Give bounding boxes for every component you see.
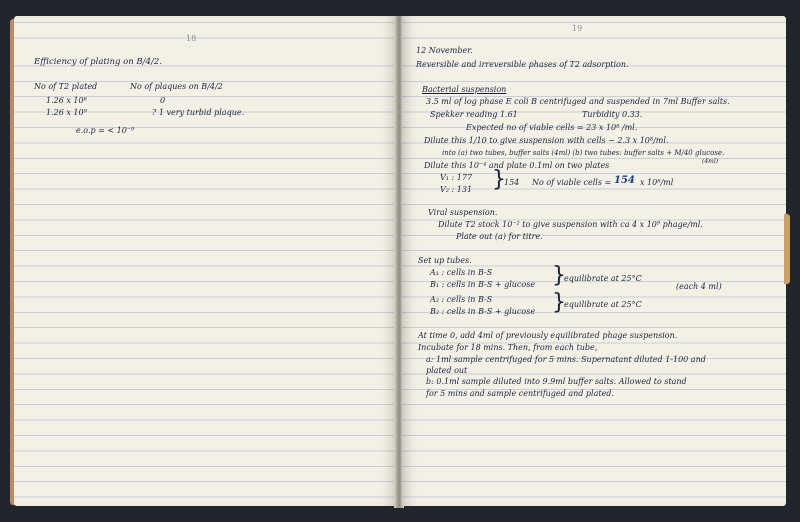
left-page-number: 18 (186, 34, 197, 43)
left-page (14, 16, 396, 506)
right-page (402, 16, 786, 506)
tube-a2: A₂ : cells in B-S (430, 295, 493, 304)
step-a-line-1: a: 1ml sample centrifuged for 5 mins. Supernatant diluted 1-100 and (426, 355, 706, 364)
tube-b2: B₂ : cells in B-S + glucose (430, 307, 536, 316)
eop-result: e.o.p = < 10⁻⁹ (76, 126, 135, 135)
step-a-line-2: plated out (426, 366, 468, 375)
time-line-2: Incubate for 18 mins. Then, from each tube, (418, 343, 598, 352)
plate-v2: V₂ : 131 (440, 185, 473, 194)
row1-col2: 0 (160, 96, 166, 105)
time-line-1: At time 0, add 4ml of previously equilibrated phage suspension. (418, 331, 678, 340)
step-b-line-1: b: 0.1ml sample diluted into 9.9ml buffer salts. Allowed to stand (426, 377, 687, 386)
equilibrate-1: equilibrate at 25°C (564, 274, 642, 283)
tube-a1: A₁ : cells in B-S (430, 268, 493, 277)
viable-cells-value: 154 (614, 175, 635, 186)
plate-sum: 154 (504, 178, 520, 187)
tube-brace-1: } (552, 263, 566, 288)
dilute-line-1c: (4ml) (702, 158, 719, 165)
right-page-number: 19 (572, 24, 583, 33)
page-tab-marker (784, 214, 790, 284)
step-b-line-2: for 5 mins and sample centrifuged and plated. (426, 389, 614, 398)
dilute-line-1b: into (a) two tubes, buffer salts (4ml) (b) two tubes: buffer salts + M/40 glucose. (442, 149, 725, 157)
plate-v1: V₁ : 177 (440, 173, 473, 182)
col2-header: No of plaques on B/4/2 (130, 82, 223, 91)
viable-cells-unit: x 10⁸/ml (640, 178, 674, 187)
notebook (14, 16, 786, 512)
row2-col1: 1.26 x 10⁹ (46, 108, 87, 117)
entry-date: 12 November. (416, 46, 473, 55)
entry-heading: Reversible and irreversible phases of T2 adsorption. (416, 60, 629, 69)
viral-suspension-title: Viral suspension. (428, 208, 498, 217)
equilibrate-2: equilibrate at 25°C (564, 300, 642, 309)
bacterial-suspension-title: Bacterial suspension (422, 85, 507, 94)
viral-line-2: Plate out (a) for titre. (456, 232, 543, 241)
turbidity: Turbidity 0.33. (582, 110, 643, 119)
bacterial-line-1: 3.5 ml of log phase E coli B centrifuged and suspended in 7ml Buffer salts. (426, 97, 730, 106)
viable-cells-label: No of viable cells = (532, 178, 612, 187)
spekker-reading: Spekker reading 1.61 (430, 110, 518, 119)
expected-cells: Expected no of viable cells = 23 x 10⁸ /ml. (466, 123, 638, 132)
setup-tubes-title: Set up tubes. (418, 256, 472, 265)
each-volume: (each 4 ml) (676, 282, 722, 291)
plate-brace: } (492, 167, 506, 192)
viral-line-1: Dilute T2 stock 10⁻² to give suspension with ca 4 x 10⁹ phage/ml. (438, 220, 703, 229)
col1-header: No of T2 plated (34, 82, 98, 91)
tube-b1: B₁ : cells in B-S + glucose (430, 280, 536, 289)
row2-col2: ? 1 very turbid plaque. (152, 108, 245, 117)
row1-col1: 1.26 x 10⁸ (46, 96, 87, 105)
tube-brace-2: } (552, 290, 566, 315)
left-page-title: Efficiency of plating on B/4/2. (34, 57, 162, 67)
dilute-line-1: Dilute this 1/10 to give suspension with cells ~ 2.3 x 10⁸/ml. (424, 136, 669, 145)
dilute-line-2: Dilute this 10⁻⁴ and plate 0.1ml on two plates (424, 161, 610, 170)
